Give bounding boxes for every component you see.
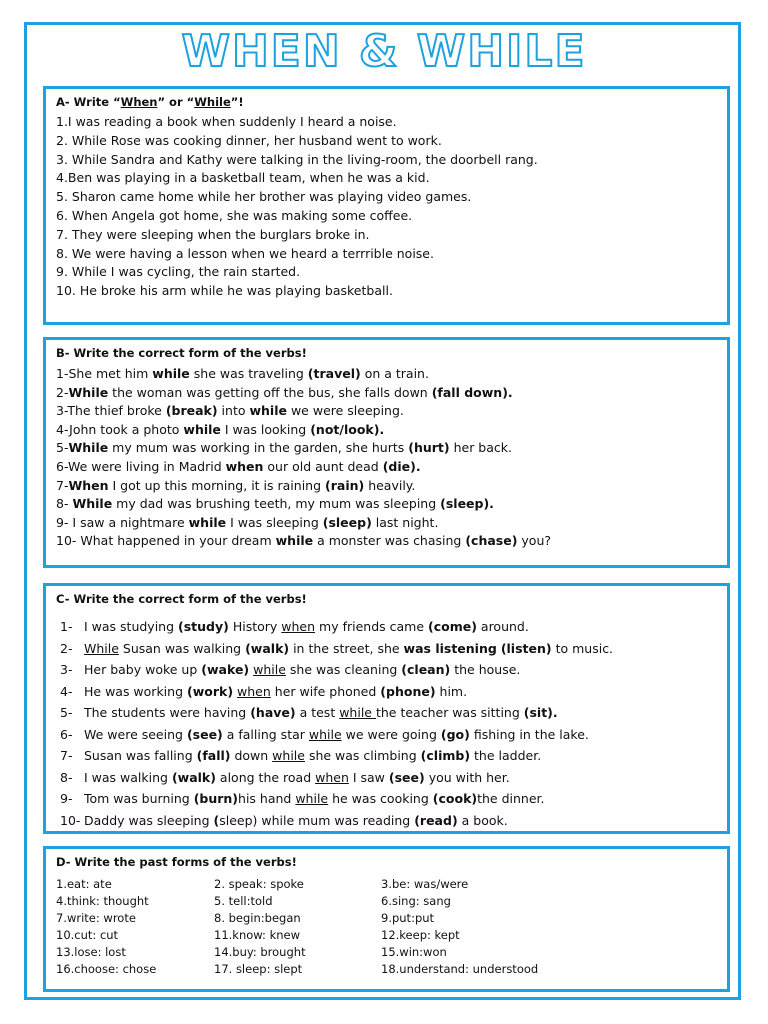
text-segment: in the street, she (289, 640, 404, 656)
answer-text: (break) (165, 403, 218, 419)
text-segment: a test (295, 705, 340, 720)
verb-row (56, 928, 727, 945)
answer-text: was listening (403, 640, 497, 656)
sentence-item (56, 724, 727, 746)
text-segment: we were going (341, 726, 441, 742)
item-number: 1- (60, 619, 73, 634)
text-segment: Her baby woke up (84, 662, 202, 677)
text-segment: the teacher was sitting (375, 705, 524, 720)
answer-text: (sleep) (322, 514, 372, 530)
verb-row (56, 911, 727, 928)
text-segment: 3-The thief broke (56, 403, 166, 419)
text-segment: ” or “ (157, 95, 195, 109)
sentence-text (84, 638, 613, 660)
answer-text: (sit). (523, 705, 558, 720)
text-segment: 8- (56, 496, 73, 512)
item-number: 3- (60, 662, 73, 677)
answer-text: while (249, 403, 287, 419)
answer-text: (have) (250, 705, 296, 720)
text-segment: 7- (56, 477, 69, 493)
sentence-text (84, 745, 541, 767)
sentence-item (56, 681, 727, 703)
sentence-item (56, 788, 727, 810)
text-segment: we were sleeping. (286, 403, 404, 419)
item-number: 6- (60, 726, 73, 742)
answer-text: (phone) (380, 683, 436, 699)
answer-text: (die). (382, 458, 421, 474)
answer-text: (fall down). (431, 384, 513, 400)
answer-text: (cook) (432, 791, 478, 806)
answer-text: (wake) (201, 662, 250, 677)
verb-cell: 14.buy: brought (214, 945, 306, 959)
text-segment: heavily. (364, 477, 416, 493)
text-segment: History (228, 619, 282, 634)
text-segment: a falling star (222, 726, 309, 742)
verb-cell: 6.sing: sang (381, 894, 451, 908)
text-segment: on a train. (360, 366, 429, 381)
verb-table (56, 877, 727, 979)
sentence-item (56, 402, 727, 421)
sentence-item (56, 421, 727, 440)
text-segment: she was climbing (304, 748, 421, 763)
verb-cell: 13.lose: lost (56, 945, 126, 959)
sentence-item (56, 702, 727, 724)
sentence-item: 4.Ben was playing in a basketball team, when he was a kid. (56, 170, 430, 186)
section-a-list (56, 113, 727, 301)
item-number: 9- (60, 791, 73, 806)
item-number: 4- (60, 683, 73, 699)
text-segment: He was working (84, 683, 187, 699)
sentence-item (56, 458, 727, 477)
answer-text: while (183, 421, 221, 437)
text-segment: I was studying (84, 619, 179, 634)
text-segment: my friends came (315, 619, 428, 634)
sentence-item (56, 745, 727, 767)
text-segment: you with her. (424, 769, 510, 785)
text-segment: 1-She met him (56, 366, 153, 381)
answer-text: while (275, 533, 314, 549)
underlined-text: While (194, 95, 231, 109)
section-c (43, 583, 730, 834)
item-number: 2- (60, 640, 73, 656)
answer-text: (chase) (465, 533, 518, 549)
verb-row (56, 894, 727, 911)
answer-text: (come) (428, 619, 477, 634)
answer-text: While (68, 384, 109, 400)
answer-text: (hurt) (408, 440, 450, 456)
text-segment: I was sleeping (226, 514, 323, 530)
text-segment: fishing in the lake. (469, 726, 589, 742)
sentence-item (56, 477, 727, 496)
section-c-heading: C- Write the correct form of the verbs! (56, 592, 307, 606)
section-c-list (56, 616, 727, 831)
answer-text: (not/look). (310, 421, 385, 437)
section-d-heading: D- Write the past forms of the verbs! (56, 855, 297, 869)
text-segment: 5- (56, 440, 69, 456)
text-segment: my dad was brushing teeth, my mum was sleeping (112, 496, 441, 512)
text-segment: the ladder. (470, 748, 542, 763)
sentence-item: 2. While Rose was cooking dinner, her husband went to work. (56, 132, 442, 148)
text-segment: his hand (238, 791, 296, 806)
item-number: 7- (60, 748, 73, 763)
section-a-heading (56, 95, 727, 109)
text-segment: We were seeing (84, 726, 187, 742)
text-segment: our old aunt dead (263, 458, 383, 474)
text-segment: she was traveling (189, 366, 308, 381)
sentence-item: 1.I was reading a book when suddenly I heard a noise. (56, 114, 397, 129)
sentence-item (56, 439, 727, 458)
text-segment: I got up this morning, it is raining (108, 477, 325, 493)
text-segment: he was cooking (328, 791, 433, 806)
text-segment: The students were having (84, 705, 251, 720)
answer-text: while (188, 514, 227, 530)
section-d (43, 846, 730, 992)
sentence-item (56, 810, 727, 832)
underlined-text: while (308, 726, 342, 742)
answer-text: When (68, 477, 109, 493)
sentence-item: 3. While Sandra and Kathy were talking in the living-room, the doorbell rang. (56, 151, 538, 167)
sentence-item: 7. They were sleeping when the burglars broke in. (56, 226, 370, 242)
section-a (43, 86, 730, 325)
text-segment: Tom was burning (84, 791, 194, 806)
sentence-item: 5. Sharon came home while her brother was playing video games. (56, 189, 472, 205)
verb-cell: 16.choose: chose (56, 962, 157, 976)
sentence-text (84, 724, 589, 746)
text-segment: her wife phoned (270, 683, 381, 699)
text-segment: I was walking (84, 769, 172, 785)
sentence-item (56, 532, 727, 551)
sentence-item (56, 616, 727, 638)
sentence-text (84, 681, 467, 703)
sentence-text (84, 702, 558, 724)
section-b-list (56, 365, 727, 551)
sentence-item: 8. We were having a lesson when we heard a terrrible noise. (56, 245, 434, 261)
text-segment: I saw (348, 769, 389, 785)
sentence-item (56, 659, 727, 681)
text-segment: him. (435, 683, 468, 699)
verb-cell: 17. sleep: slept (214, 962, 303, 976)
text-segment: down (230, 748, 273, 763)
text-segment: 6-We were living in Madrid (56, 458, 226, 474)
answer-text: ( (213, 812, 220, 828)
text-segment: the dinner. (477, 791, 545, 806)
sentence-item (56, 514, 727, 533)
underlined-text: while (295, 791, 329, 806)
answer-text: (go) (440, 726, 470, 742)
verb-cell: 15.win:won (381, 945, 447, 959)
text-segment: 9- I saw a nightmare (56, 514, 189, 530)
sentence-item (56, 638, 727, 660)
sentence-item: 6. When Angela got home, she was making some coffee. (56, 207, 413, 223)
text-segment: into (217, 403, 250, 419)
answer-text: while (152, 366, 190, 381)
answer-text: While (72, 496, 113, 512)
underlined-text: when (281, 619, 316, 634)
answer-text: (rain) (325, 477, 365, 493)
text-segment: 4-John took a photo (56, 421, 184, 437)
verb-row (56, 962, 727, 979)
verb-cell: 12.keep: kept (381, 928, 460, 942)
answer-text: (sleep). (440, 496, 494, 512)
text-segment: the house. (450, 662, 521, 677)
answer-text: (see) (388, 769, 425, 785)
answer-text: (work) (187, 683, 234, 699)
answer-text: (walk) (171, 769, 216, 785)
answer-text: (climb) (420, 748, 471, 763)
underlined-text: while (339, 705, 376, 720)
verb-cell: 2. speak: spoke (214, 877, 304, 891)
sentence-item (56, 495, 727, 514)
text-segment: I was looking (220, 421, 311, 437)
text-segment: you? (517, 533, 552, 549)
answer-text: (burn) (193, 791, 239, 806)
verb-cell: 9.put:put (381, 911, 435, 925)
answer-text: (study) (178, 619, 229, 634)
text-segment: along the road (215, 769, 316, 785)
answer-text: While (68, 440, 109, 456)
answer-text: (fall) (196, 748, 231, 763)
sentence-item: 9. While I was cycling, the rain started. (56, 264, 301, 280)
text-segment: around. (476, 619, 529, 634)
text-segment: a monster was chasing (313, 533, 466, 549)
sentence-text (84, 659, 520, 681)
underlined-text: when (237, 683, 271, 699)
answer-text: (see) (186, 726, 223, 742)
item-number: 10- (60, 812, 81, 828)
item-number: 8- (60, 769, 73, 785)
answer-text: when (225, 458, 264, 474)
answer-text: (listen) (500, 640, 552, 656)
text-segment: my mum was working in the garden, she hurts (108, 440, 409, 456)
text-segment: she was cleaning (285, 662, 402, 677)
text-segment: the woman was getting off the bus, she falls down (108, 384, 432, 400)
text-segment: 10- What happened in your dream (56, 533, 276, 549)
text-segment: Susan was walking (118, 640, 246, 656)
verb-cell: 8. begin:began (214, 911, 301, 925)
page-title: WHEN & WHILE (181, 26, 587, 77)
text-segment: Daddy was sleeping (84, 812, 214, 828)
verb-cell: 4.think: thought (56, 894, 149, 908)
text-segment: a book. (457, 812, 508, 828)
underlined-text: When (120, 95, 158, 109)
sentence-text (84, 767, 510, 789)
sentence-text (84, 810, 508, 832)
text-segment: to music. (551, 640, 614, 656)
answer-text: (read) (414, 812, 458, 828)
verb-cell: 5. tell:told (214, 894, 273, 908)
verb-cell: 3.be: was/were (381, 877, 469, 891)
verb-cell: 7.write: wrote (56, 911, 136, 925)
text-segment: last night. (371, 514, 439, 530)
underlined-text: while (253, 662, 286, 677)
text-segment: Susan was falling (84, 748, 197, 763)
text-segment: 2- (56, 384, 69, 400)
sentence-text (84, 616, 529, 638)
underlined-text: when (315, 769, 349, 785)
sentence-item (56, 767, 727, 789)
verb-row (56, 877, 727, 894)
item-number: 5- (60, 705, 73, 720)
verb-cell: 10.cut: cut (56, 928, 119, 942)
text-segment: ”! (230, 95, 244, 109)
answer-text: (clean) (401, 662, 451, 677)
sentence-item (56, 384, 727, 403)
text-segment: sleep) while mum was reading (219, 812, 415, 828)
underlined-text: while (272, 748, 305, 763)
sentence-item: 10. He broke his arm while he was playing basketball. (56, 283, 393, 299)
verb-cell: 18.understand: understood (381, 962, 539, 976)
section-b-heading: B- Write the correct form of the verbs! (56, 346, 307, 360)
answer-text: (travel) (307, 366, 361, 381)
verb-cell: 11.know: knew (214, 928, 301, 942)
answer-text: (walk) (245, 640, 290, 656)
text-segment: A- Write “ (56, 95, 121, 109)
sentence-text (84, 788, 545, 810)
verb-cell: 1.eat: ate (56, 877, 112, 891)
sentence-item (56, 365, 727, 384)
section-b (43, 337, 730, 568)
text-segment: her back. (449, 440, 512, 456)
underlined-text: While (84, 640, 119, 656)
verb-row (56, 945, 727, 962)
